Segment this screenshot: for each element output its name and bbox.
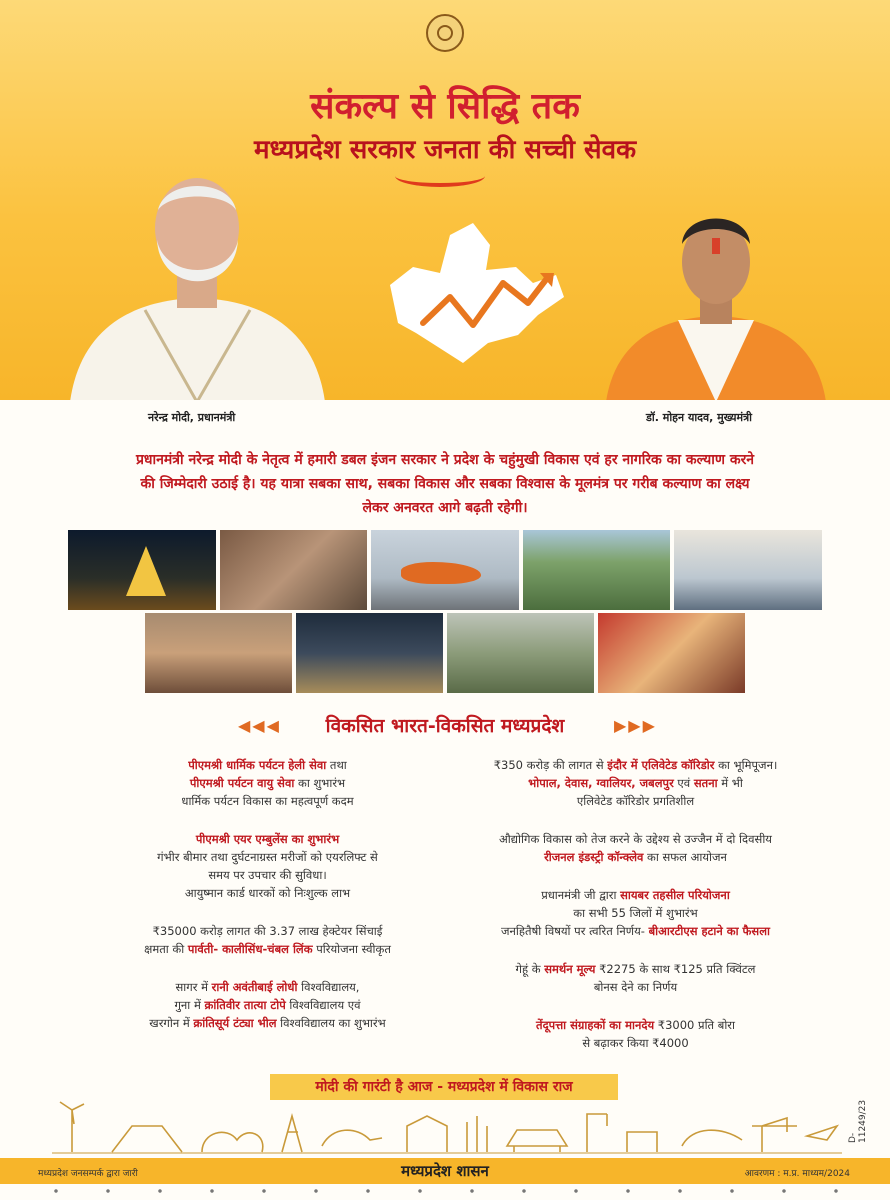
achievement-highlight: क्रांतिसूर्य टंट्या भील xyxy=(193,1016,277,1030)
achievements-left-column xyxy=(90,756,445,1052)
achievement-highlight: रानी अवंतीबाई लोधी xyxy=(211,980,298,994)
achievement-highlight: समर्थन मूल्य xyxy=(544,962,596,976)
achievement-highlight: सतना xyxy=(693,776,718,790)
achievement-text: बोनस देने का निर्णय xyxy=(593,980,678,994)
section-arrows-right: ▶▶▶ xyxy=(614,716,657,735)
achievement-text: विश्वविद्यालय, xyxy=(297,980,360,994)
achievement-highlight: रीजनल इंडस्ट्री कॉन्क्लेव xyxy=(544,850,644,864)
achievement-text: में भी xyxy=(717,776,743,790)
achievement-item xyxy=(458,830,813,866)
solar-panel-icon xyxy=(112,1126,182,1152)
achievement-text: खरगोन में xyxy=(149,1016,194,1030)
tiger-icon xyxy=(322,1130,382,1146)
achievement-text: क्षमता की xyxy=(144,942,188,956)
crane-icon xyxy=(587,1114,607,1152)
students-photo xyxy=(674,530,822,610)
footer-issuer: मध्यप्रदेश जनसम्पर्क द्वारा जारी xyxy=(38,1169,138,1179)
wheat-icon xyxy=(467,1116,487,1152)
page-title: संकल्प से सिद्धि तक xyxy=(310,86,580,127)
cm-caption: डॉ. मोहन यादव, मुख्यमंत्री xyxy=(646,411,753,424)
achievement-text: का शुभारंभ xyxy=(294,776,346,790)
achievement-text: धार्मिक पर्यटन विकास का महत्वपूर्ण कदम xyxy=(181,794,354,808)
footer-credit: आवरणम : म.प्र. माध्यम/2024 xyxy=(744,1169,850,1179)
achievement-item xyxy=(458,886,813,940)
factory-icon xyxy=(407,1116,447,1152)
title-swoosh xyxy=(395,165,485,187)
cow-icon xyxy=(202,1132,263,1152)
chief-minister-portrait xyxy=(606,198,826,400)
section-arrows-left: ◀◀◀ xyxy=(238,716,281,735)
achievement-highlight: इंदौर में एलिवेटेड कॉरिडोर xyxy=(607,758,715,772)
achievement-text: प्रधानमंत्री जी द्वारा xyxy=(541,888,621,902)
achievement-item xyxy=(90,830,445,902)
prime-minister-portrait xyxy=(60,170,335,400)
page-subtitle: मध्यप्रदेश सरकार जनता की सच्ची सेवक xyxy=(253,135,637,165)
car-icon xyxy=(507,1130,567,1152)
achievement-highlight: तेंदूपत्ता संग्राहकों का मानदेय xyxy=(536,1018,655,1032)
photo-row-top xyxy=(68,530,822,610)
achievement-item xyxy=(458,960,813,996)
achievement-item xyxy=(90,978,445,1032)
development-icons-strip xyxy=(52,1096,842,1154)
achievement-text: ₹350 करोड़ की लागत से xyxy=(493,758,608,772)
workers-photo xyxy=(145,613,292,693)
oil-pump-icon xyxy=(752,1118,797,1152)
highway-photo xyxy=(523,530,671,610)
achievement-text: औद्योगिक विकास को तेज करने के उद्देश्य से उज्जैन में दो दिवसीय xyxy=(499,832,772,846)
registration-marks xyxy=(30,1186,860,1196)
achievement-text: का भूमिपूजन। xyxy=(714,758,778,772)
achievement-text: सागर में xyxy=(175,980,212,994)
madhya-pradesh-map xyxy=(378,215,568,365)
achievement-item xyxy=(90,922,445,958)
achievement-item xyxy=(458,1016,813,1052)
achievement-text: ₹2275 के साथ ₹125 प्रति क्विंटल xyxy=(595,962,756,976)
achievement-text: एलिवेटेड कॉरिडोर प्रगतिशील xyxy=(576,794,695,808)
achievement-text: गंभीर बीमार तथा दुर्घटनाग्रस्त मरीजों को एयरलिफ्ट से xyxy=(157,850,378,864)
conference-photo xyxy=(296,613,443,693)
achievement-highlight: पीएमश्री एयर एम्बुलेंस का शुभारंभ xyxy=(195,832,340,846)
cow-feeding-photo xyxy=(220,530,368,610)
achievement-text: जनहितैषी विषयों पर त्वरित निर्णय- xyxy=(501,924,649,938)
section-title: विकसित भारत-विकसित मध्यप्रदेश xyxy=(325,715,565,737)
hero-banner xyxy=(0,0,890,400)
achievement-highlight: सायबर तहसील परियोजना xyxy=(620,888,730,902)
achievement-highlight: पार्वती- कालीसिंध-चंबल लिंक xyxy=(187,942,313,956)
release-code: D-11249/23 xyxy=(848,1099,868,1143)
achievement-text: से बढ़ाकर किया ₹4000 xyxy=(582,1036,689,1050)
photo-row-bottom xyxy=(145,613,745,693)
intro-paragraph: प्रधानमंत्री नरेन्द्र मोदी के नेतृत्व में हमारी डबल इंजन सरकार ने प्रदेश के चहुंमुखी विकास एवं हर नागरिक का कल्याण करने की जिम्मेदारी उठाई है। यह यात्रा सबका साथ, सबका विकास और सबका विश्वास के मूलमंत्र पर गरीब कल्याण का लक्ष्य लेकर अनवरत आगे बढ़ती रहेगी। xyxy=(135,452,755,516)
achievement-text: परियोजना स्वीकृत xyxy=(312,942,391,956)
achievement-text: का सफल आयोजन xyxy=(643,850,727,864)
achievement-text: तथा xyxy=(326,758,347,772)
achievements-right-column xyxy=(458,756,813,1072)
achievement-item xyxy=(90,756,445,810)
achievement-text: समय पर उपचार की सुविधा। xyxy=(208,868,327,882)
achievement-text: गेहूं के xyxy=(515,962,545,976)
airplane-icon xyxy=(807,1126,837,1140)
helicopter-photo xyxy=(371,530,519,610)
pm-caption: नरेन्द्र मोदी, प्रधानमंत्री xyxy=(148,411,236,424)
achievement-item xyxy=(458,756,813,810)
guarantee-ribbon: मोदी की गारंटी है आज - मध्यप्रदेश में विकास राज xyxy=(270,1074,618,1100)
leopard-icon xyxy=(682,1130,742,1146)
footer-government: मध्यप्रदेश शासन xyxy=(401,1162,489,1180)
achievement-text: गुना में xyxy=(174,998,205,1012)
achievement-highlight: भोपाल, देवास, ग्वालियर, जबलपुर xyxy=(528,776,674,790)
wind-turbine-icon xyxy=(60,1102,84,1152)
irrigation-photo xyxy=(447,613,594,693)
boxes-icon xyxy=(627,1132,657,1152)
achievement-highlight: पीएमश्री धार्मिक पर्यटन हेली सेवा xyxy=(188,758,327,772)
achievement-text: ₹3000 प्रति बोरा xyxy=(654,1018,735,1032)
family-photo xyxy=(598,613,745,693)
state-emblem-icon xyxy=(426,14,464,52)
temple-photo xyxy=(68,530,216,610)
achievement-highlight: क्रांतिवीर तात्या टोपे xyxy=(204,998,286,1012)
achievement-text: ₹35000 करोड़ लागत की 3.37 लाख हेक्टेयर सिंचाई xyxy=(152,924,383,938)
tower-icon xyxy=(282,1116,302,1152)
achievement-highlight: पीएमश्री पर्यटन वायु सेवा xyxy=(189,776,295,790)
achievement-text: विश्वविद्यालय का शुभारंभ xyxy=(276,1016,386,1030)
achievement-text: आयुष्मान कार्ड धारकों को निःशुल्क लाभ xyxy=(184,886,351,900)
achievement-text: का सभी 55 जिलों में शुभारंभ xyxy=(573,906,698,920)
achievement-text: विश्वविद्यालय एवं xyxy=(285,998,361,1012)
footer-bar xyxy=(0,1158,890,1184)
achievement-highlight: बीआरटीएस हटाने का फैसला xyxy=(648,924,770,938)
achievement-text: एवं xyxy=(673,776,694,790)
